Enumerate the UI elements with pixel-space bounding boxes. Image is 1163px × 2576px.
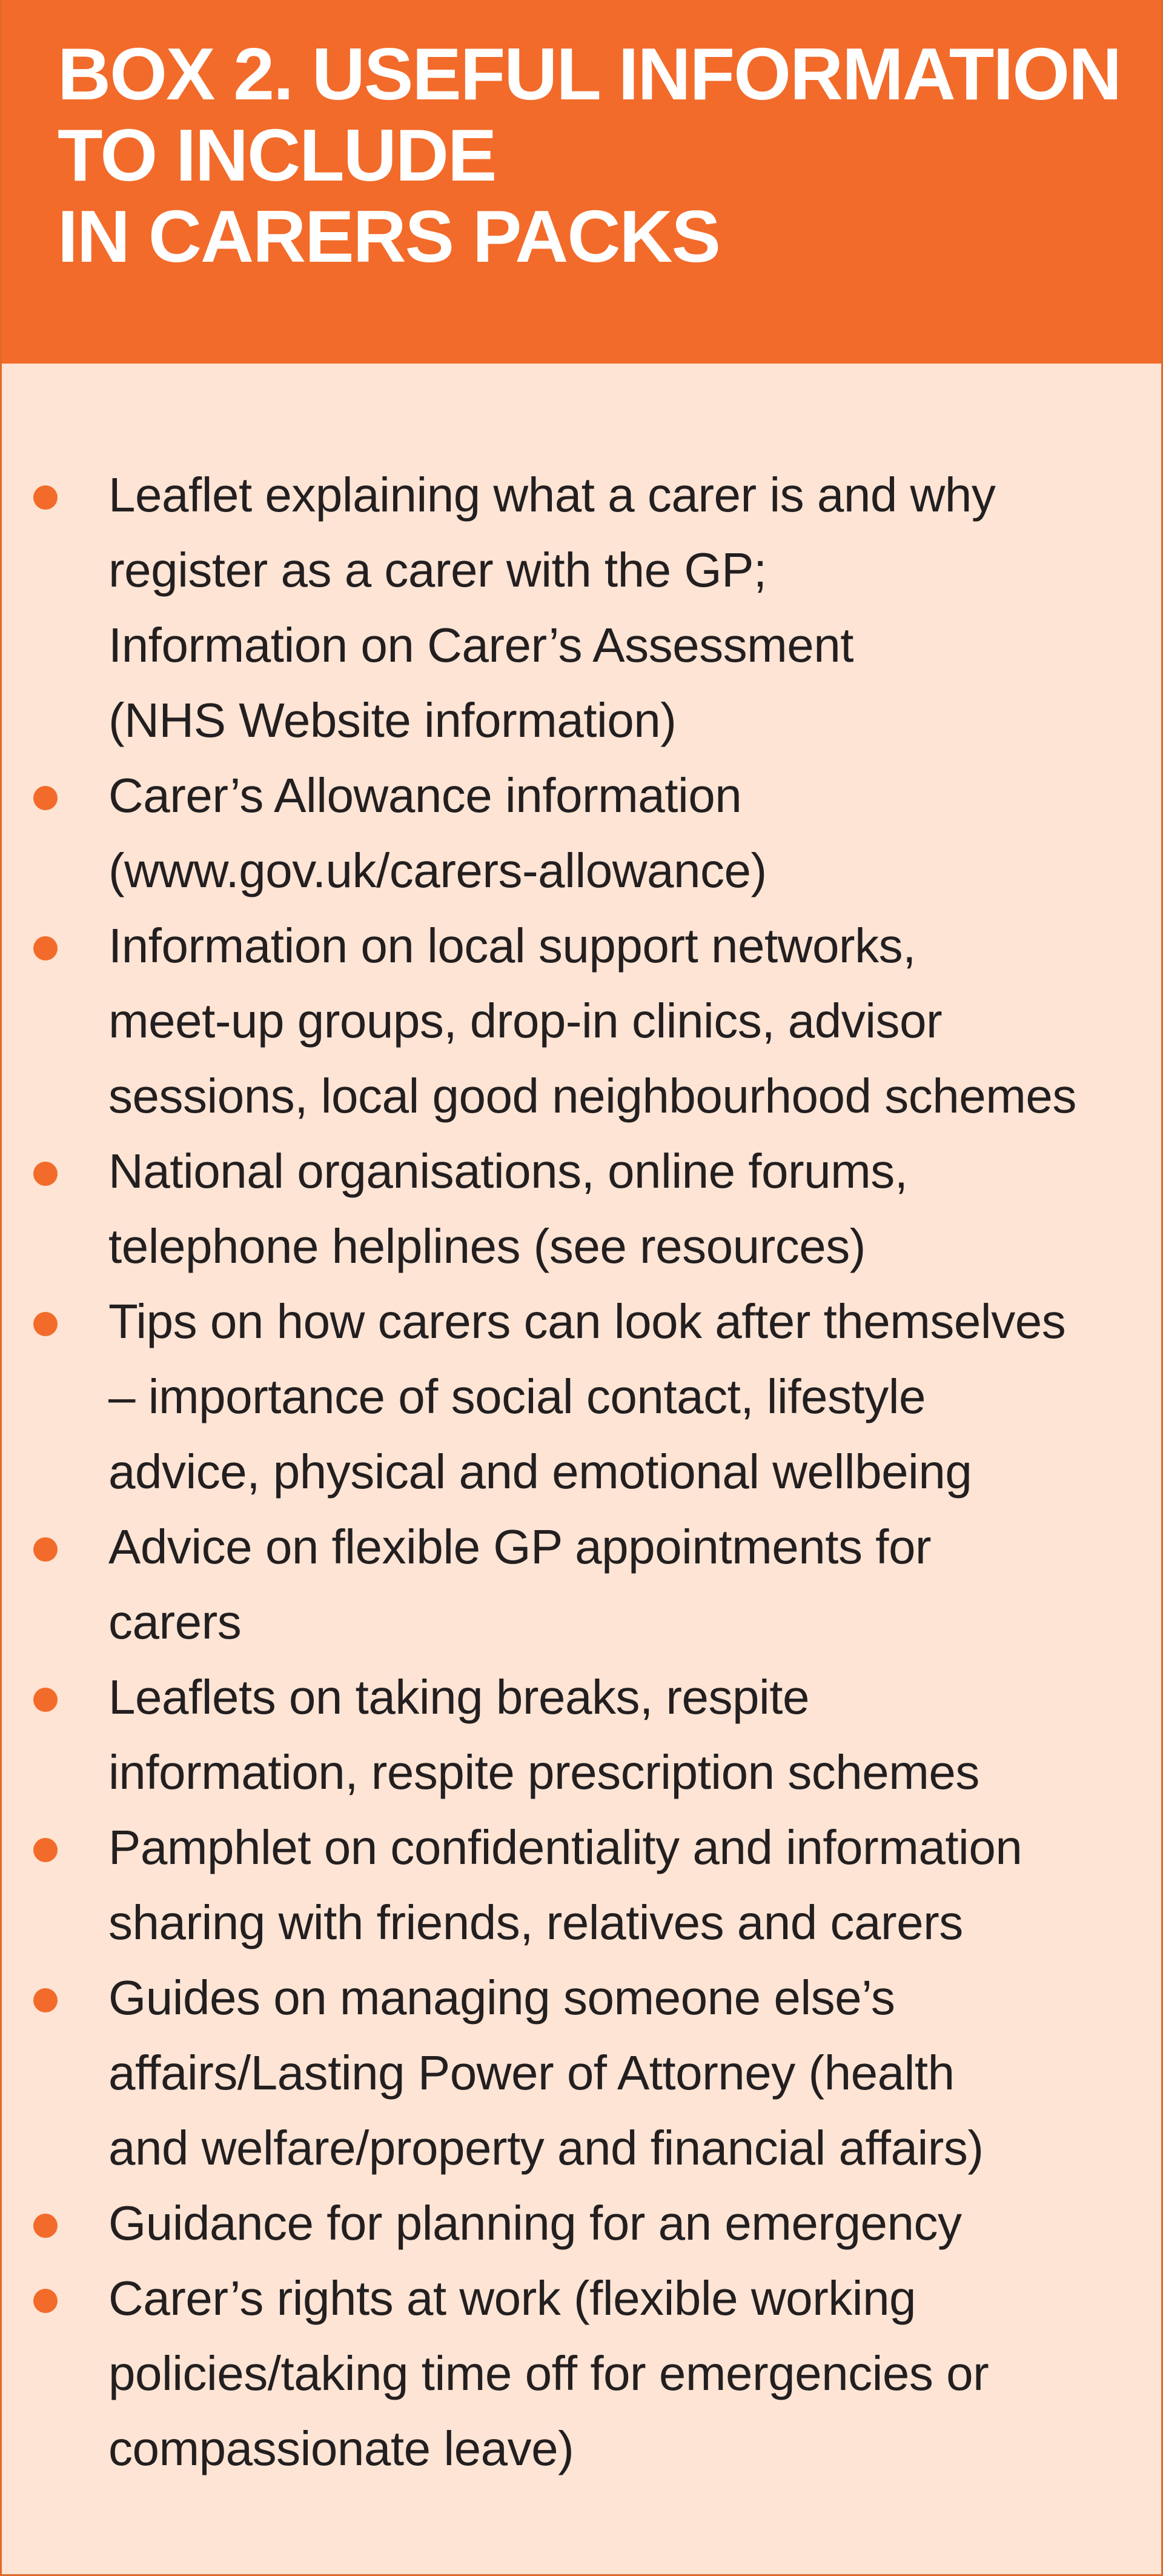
bullet-icon xyxy=(33,1988,58,2012)
list-item xyxy=(2,1134,1137,1284)
bullet-icon xyxy=(33,1688,58,1712)
list-item xyxy=(2,908,1137,1134)
box-title-line: BOX 2. USEFUL INFORMATION xyxy=(58,33,1121,115)
bullet-icon xyxy=(33,786,58,810)
list-item-line: Information on local support networks, xyxy=(108,919,916,973)
list-item-line: Guidance for planning for an emergency xyxy=(108,2196,962,2250)
bullet-icon xyxy=(33,936,58,960)
bullet-icon xyxy=(33,485,58,510)
bullet-icon xyxy=(33,1312,58,1336)
list-item-line: Leaflets on taking breaks, respite xyxy=(108,1670,810,1724)
list-item-line: (NHS Website information) xyxy=(108,693,677,747)
list-item-line: Carer’s rights at work (flexible working xyxy=(108,2271,916,2325)
list-item-line: Pamphlet on confidentiality and information xyxy=(108,1820,1022,1874)
list-item-line: carers xyxy=(108,1595,242,1649)
list-item-line: National organisations, online forums, xyxy=(108,1144,908,1198)
box-title xyxy=(58,33,1161,277)
list-item-line: – importance of social contact, lifestyle xyxy=(108,1370,926,1423)
bullet-icon xyxy=(33,1162,58,1186)
list-item-line: affairs/Lasting Power of Attorney (health xyxy=(108,2046,955,2100)
bullet-icon xyxy=(33,1838,58,1862)
bullet-list xyxy=(2,458,1137,2486)
list-item xyxy=(2,1660,1137,1810)
list-item-line: telephone helplines (see resources) xyxy=(108,1219,866,1273)
list-item xyxy=(2,758,1137,908)
list-item-line: Carer’s Allowance information xyxy=(108,768,742,822)
list-item-line: advice, physical and emotional wellbeing xyxy=(108,1445,972,1499)
list-item xyxy=(2,1960,1137,2186)
box-title-line: TO INCLUDE xyxy=(58,114,496,196)
list-item-line: meet-up groups, drop-in clinics, advisor xyxy=(108,994,943,1048)
box-header xyxy=(2,0,1161,364)
list-item-line: sessions, local good neighbourhood schemes xyxy=(108,1069,1076,1123)
list-item-line: Leaflet explaining what a carer is and why xyxy=(108,468,996,522)
list-item-line: register as a carer with the GP; xyxy=(108,543,767,597)
list-item-line: Guides on managing someone else’s xyxy=(108,1971,895,2025)
bullet-icon xyxy=(33,1537,58,1562)
list-item-line: policies/taking time off for emergencies or xyxy=(108,2346,989,2400)
box-title-line: IN CARERS PACKS xyxy=(58,195,720,278)
list-item-line: information, respite prescription schemes xyxy=(108,1745,979,1799)
box-body xyxy=(2,364,1161,2486)
bullet-icon xyxy=(33,2214,58,2238)
list-item-line: and welfare/property and financial affairs) xyxy=(108,2121,984,2175)
list-item xyxy=(2,1810,1137,1960)
list-item-line: (www.gov.uk/carers-allowance) xyxy=(108,844,767,897)
list-item xyxy=(2,1284,1137,1509)
list-item-line: sharing with friends, relatives and carers xyxy=(108,1895,963,1949)
list-item-line: Advice on flexible GP appointments for xyxy=(108,1520,932,1574)
list-item-line: Information on Carer’s Assessment xyxy=(108,618,853,672)
bullet-icon xyxy=(33,2289,58,2313)
list-item xyxy=(2,1509,1137,1660)
list-item xyxy=(2,2261,1137,2486)
list-item-line: Tips on how carers can look after themselves xyxy=(108,1294,1066,1348)
list-item xyxy=(2,458,1137,758)
list-item xyxy=(2,2186,1137,2261)
list-item-line: compassionate leave) xyxy=(108,2421,574,2475)
